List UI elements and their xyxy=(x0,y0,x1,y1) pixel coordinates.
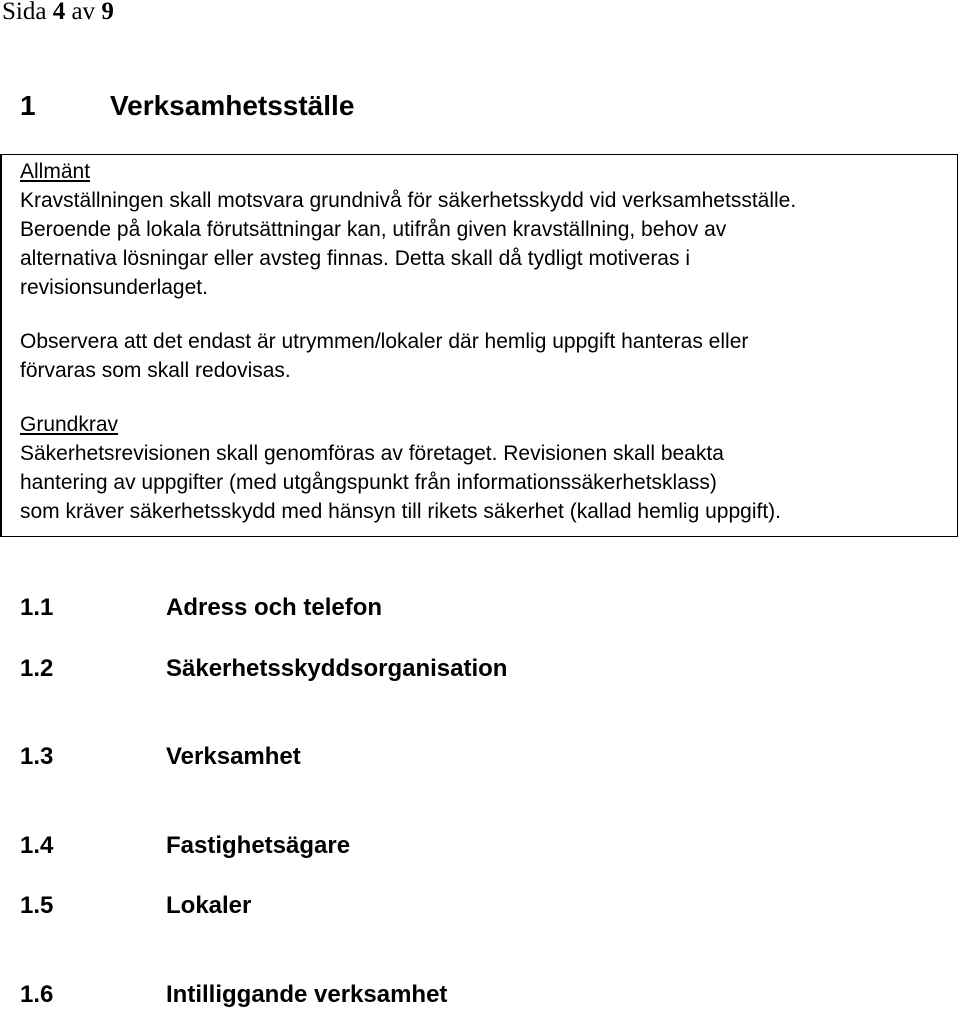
note-text-line: Observera att det endast är utrymmen/lokaler där hemlig uppgift hanteras eller xyxy=(20,330,749,353)
subsection-number: 1.6 xyxy=(20,981,54,1008)
general-text-line: alternativa lösningar eller avsteg finnas. Detta skall då tydligt motiveras i xyxy=(20,247,690,270)
subsection-title: Fastighetsägare xyxy=(166,832,351,859)
subsection-heading xyxy=(20,742,301,772)
page-number-middle: av xyxy=(65,0,102,25)
subsection-title: Adress och telefon xyxy=(166,594,383,621)
subsection-number: 1.2 xyxy=(20,655,54,682)
subsection-number: 1.3 xyxy=(20,743,54,770)
general-text-line: revisionsunderlaget. xyxy=(20,276,208,299)
section-title: Verksamhetsställe xyxy=(110,90,355,121)
page-number-prefix: Sida xyxy=(2,0,53,25)
general-text-line: Kravställningen skall motsvara grundnivå för säkerhetsskydd vid verksamhetsställe. xyxy=(20,189,797,212)
basic-requirements-label: Grundkrav xyxy=(20,413,119,436)
section-number: 1 xyxy=(20,90,36,121)
subsection-title: Säkerhetsskyddsorganisation xyxy=(166,655,508,682)
subsection-number: 1.1 xyxy=(20,594,54,621)
page-number-total: 9 xyxy=(101,0,114,25)
note-text-line: förvaras som skall redovisas. xyxy=(20,359,291,382)
general-text-line: Beroende på lokala förutsättningar kan, utifrån given kravställning, behov av xyxy=(20,218,727,241)
subsection-title: Intilliggande verksamhet xyxy=(166,981,448,1008)
subsection-title: Lokaler xyxy=(166,892,252,919)
subsection-heading xyxy=(20,980,447,1010)
basic-text-line: som kräver säkerhetsskydd med hänsyn till rikets säkerhet (kallad hemlig uppgift). xyxy=(20,500,781,523)
page-number-current: 4 xyxy=(52,0,66,25)
subsection-heading xyxy=(20,831,350,861)
requirements-box xyxy=(0,154,958,537)
general-label: Allmänt xyxy=(20,160,91,183)
page-number xyxy=(2,0,114,28)
subsection-heading xyxy=(20,891,251,921)
basic-text-line: Säkerhetsrevisionen skall genomföras av företaget. Revisionen skall beakta xyxy=(20,442,724,465)
subsection-title: Verksamhet xyxy=(166,743,301,770)
subsection-number: 1.5 xyxy=(20,892,54,919)
basic-text-line: hantering av uppgifter (med utgångspunkt från informationssäkerhetsklass) xyxy=(20,471,717,494)
subsection-heading xyxy=(20,654,507,684)
section-heading xyxy=(20,88,354,124)
subsection-heading xyxy=(20,593,382,623)
subsection-number: 1.4 xyxy=(20,832,54,859)
